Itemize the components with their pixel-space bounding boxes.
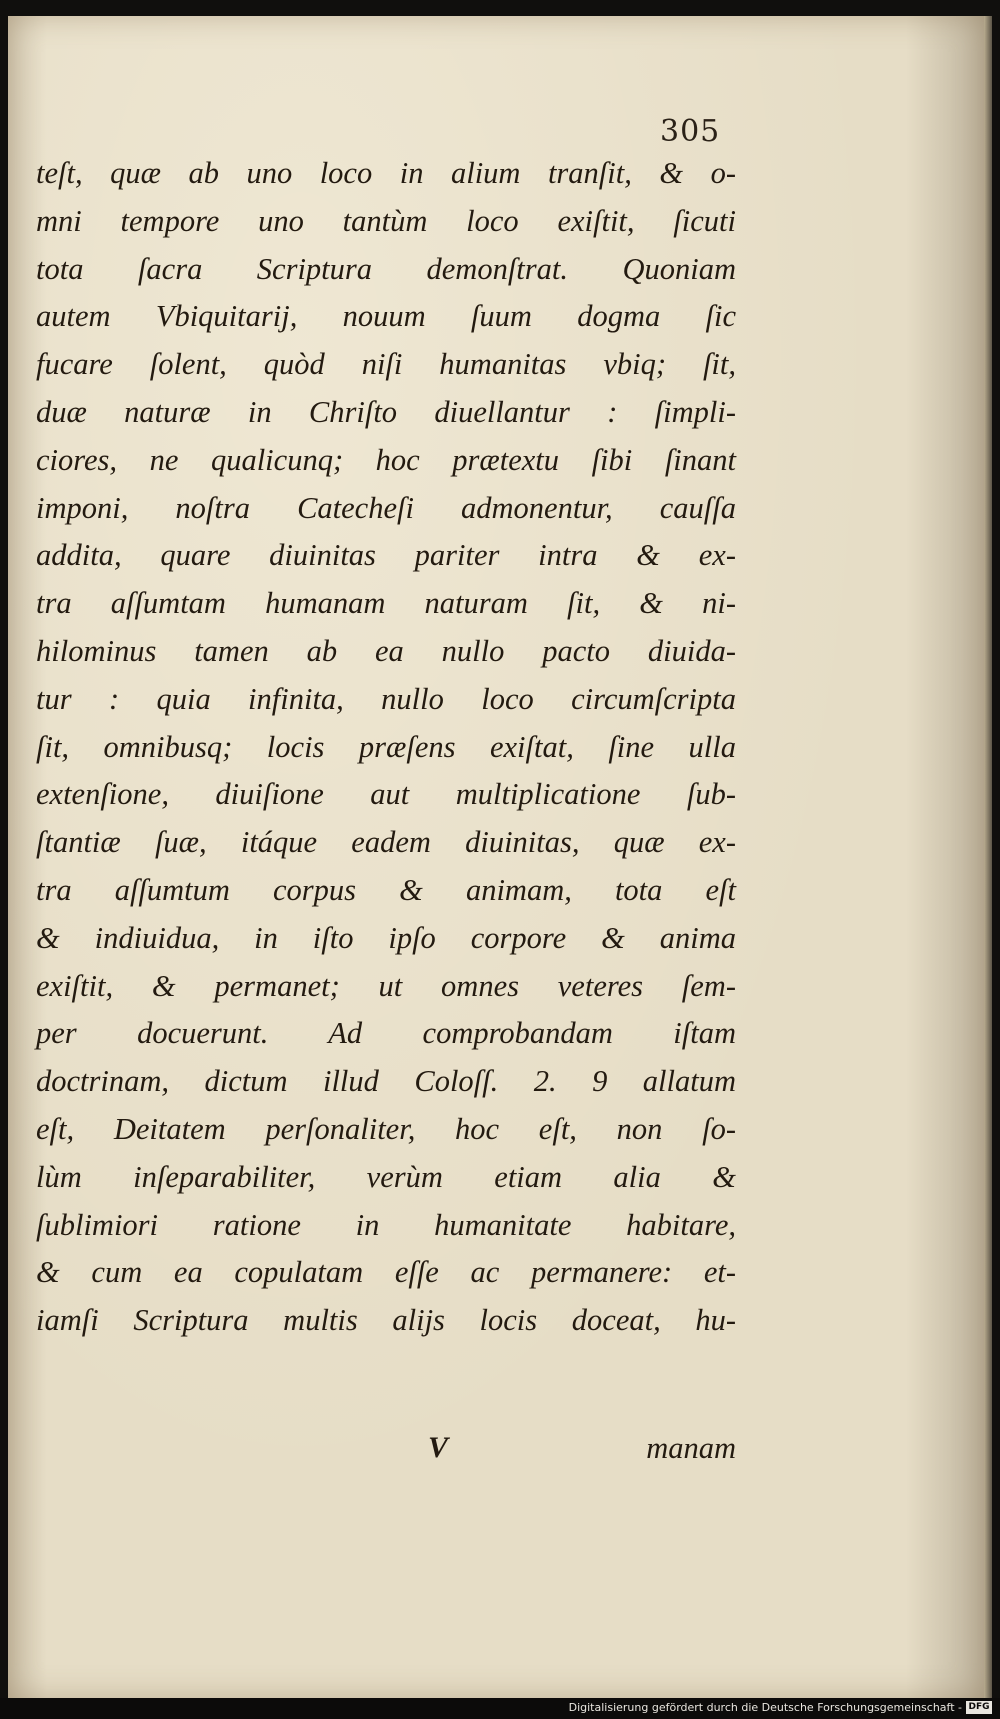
text-line: per docuerunt. Ad comprobandam iſtam: [36, 1016, 736, 1051]
text-line: eſt, Deitatem perſonaliter, hoc eſt, non ſo-: [36, 1111, 736, 1146]
text-line: tra aſſumtum corpus & animam, tota eſt: [36, 872, 736, 907]
text-line: & indiuidua, in iſto ipſo corpore & anima: [36, 920, 736, 955]
text-line: lùm inſeparabiliter, verùm etiam alia &: [36, 1159, 736, 1194]
text-line: autem Vbiquitarij, nouum ſuum dogma ſic: [36, 299, 736, 334]
text-line: tra aſſumtam humanam naturam ſit, & ni-: [36, 586, 736, 621]
text-line: & cum ea copulatam eſſe ac permanere: et-: [36, 1255, 736, 1290]
text-line: duæ naturæ in Chriſto diuellantur : ſimpli-: [36, 394, 736, 429]
catchword: manam: [646, 1431, 736, 1465]
catchword-line: [36, 1424, 736, 1472]
funding-notice: Digitalisierung gefördert durch die Deutsche Forschungsgemeinschaft -: [568, 1701, 962, 1714]
dfg-logo-icon: DFG: [966, 1701, 992, 1714]
text-line: tur : quia infinita, nullo loco circumſcripta: [36, 681, 736, 716]
text-line: mni tempore uno tantùm loco exiſtit, ſicuti: [36, 203, 736, 238]
text-line: imponi, noſtra Catecheſi admonentur, cauſſa: [36, 490, 736, 525]
text-line: extenſione, diuiſione aut multiplicatione ſub-: [36, 777, 736, 812]
text-line: iamſi Scriptura multis alijs locis doceat, hu-: [36, 1303, 736, 1338]
text-line: doctrinam, dictum illud Coloſſ. 2. 9 allatum: [36, 1064, 736, 1099]
text-line: ſit, omnibusq; locis præſens exiſtat, ſine ulla: [36, 729, 736, 764]
text-line: fucare ſolent, quòd niſi humanitas vbiq; ſit,: [36, 347, 736, 382]
text-line: ſublimiori ratione in humanitate habitare,: [36, 1207, 736, 1242]
page-edge-shadow: [984, 16, 992, 1698]
text-line: tota ſacra Scriptura demonſtrat. Quoniam: [36, 251, 736, 286]
page-number: 305: [660, 114, 721, 149]
text-line: hilominus tamen ab ea nullo pacto diuida-: [36, 633, 736, 668]
signature-mark: V: [428, 1431, 449, 1464]
text-line: exiſtit, & permanet; ut omnes veteres ſem-: [36, 968, 736, 1003]
text-line: addita, quare diuinitas pariter intra & ex-: [36, 538, 736, 573]
body-text: [36, 150, 736, 1345]
text-line: ciores, ne qualicunq; hoc prætextu ſibi ſinant: [36, 442, 736, 477]
text-line: ſtantiæ ſuæ, itáque eadem diuinitas, quæ ex-: [36, 825, 736, 860]
text-line: teſt, quæ ab uno loco in alium tranſit, & o-: [36, 156, 736, 190]
